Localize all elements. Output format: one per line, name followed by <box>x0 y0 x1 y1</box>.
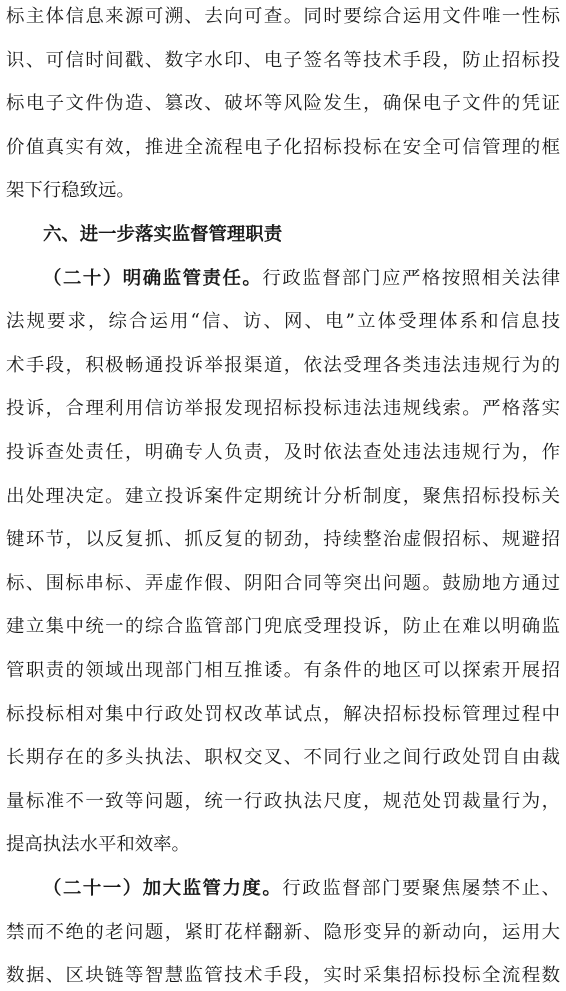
paragraph-line: 法规要求，综合运用“信、访、网、电”立体受理体系和信息技 <box>6 311 560 332</box>
paragraph-line: 标主体信息来源可溯、去向可查。同时要综合运用文件唯一性标 <box>6 6 560 27</box>
paragraph-line: 价值真实有效，推进全流程电子化招标投标在安全可信管理的框 <box>6 137 560 158</box>
paragraph-line: 量标准不一致等问题，统一行政执法尺度，规范处罚裁量行为， <box>6 791 560 812</box>
paragraph-line: 提高执法水平和效率。 <box>6 834 190 855</box>
paragraph-line: 术手段，积极畅通投诉举报渠道，依法受理各类违法违规行为的 <box>6 355 560 376</box>
paragraph-line: 出处理决定。建立投诉案件定期统计分析制度，聚焦招标投标关 <box>6 486 560 507</box>
paragraph-line: 标投标相对集中行政处罚权改革试点，解决招标投标管理过程中 <box>6 704 560 725</box>
paragraph-line: 键环节，以反复抓、抓反复的韧劲，持续整治虚假招标、规避招 <box>6 529 560 550</box>
clause-21-first-line-text: 行政监督部门要聚焦屡禁不止、 <box>282 878 560 899</box>
clause-20-title: （二十）明确监管责任。 <box>43 268 263 289</box>
clause-20-first-line-text: 行政监督部门应严格按照相关法律 <box>262 268 560 289</box>
clause-21-title: （二十一）加大监管力度。 <box>43 878 283 899</box>
paragraph-line: 管职责的领域出现部门相互推诿。有条件的地区可以探索开展招 <box>6 660 560 681</box>
paragraph-line: 长期存在的多头执法、职权交叉、不同行业之间行政处罚自由裁 <box>6 747 560 768</box>
paragraph-line: 禁而不绝的老问题，紧盯花样翻新、隐形变异的新动向，运用大 <box>6 922 560 943</box>
paragraph-line: 数据、区块链等智慧监管技术手段，实时采集招标投标全流程数 <box>6 965 560 986</box>
paragraph-line: 投诉查处责任，明确专人负责，及时依法查处违法违规行为，作 <box>6 442 560 463</box>
paragraph-line: 投诉，合理利用信访举报发现招标投标违法违规线索。严格落实 <box>6 398 560 419</box>
clause-21-first-line <box>6 874 560 904</box>
section-heading: 六、进一步落实监督管理职责 <box>43 224 283 245</box>
paragraph-line: 建立集中统一的综合监管部门兜底受理投诉，防止在难以明确监 <box>6 616 560 637</box>
paragraph-line: 识、可信时间戳、数字水印、电子签名等技术手段，防止招标投 <box>6 50 560 71</box>
paragraph-line: 架下行稳致远。 <box>6 180 135 201</box>
paragraph-line: 标、围标串标、弄虚作假、阴阳合同等突出问题。鼓励地方通过 <box>6 573 560 594</box>
paragraph-line: 标电子文件伪造、篡改、破坏等风险发生，确保电子文件的凭证 <box>6 93 560 114</box>
clause-20-first-line <box>6 264 560 294</box>
